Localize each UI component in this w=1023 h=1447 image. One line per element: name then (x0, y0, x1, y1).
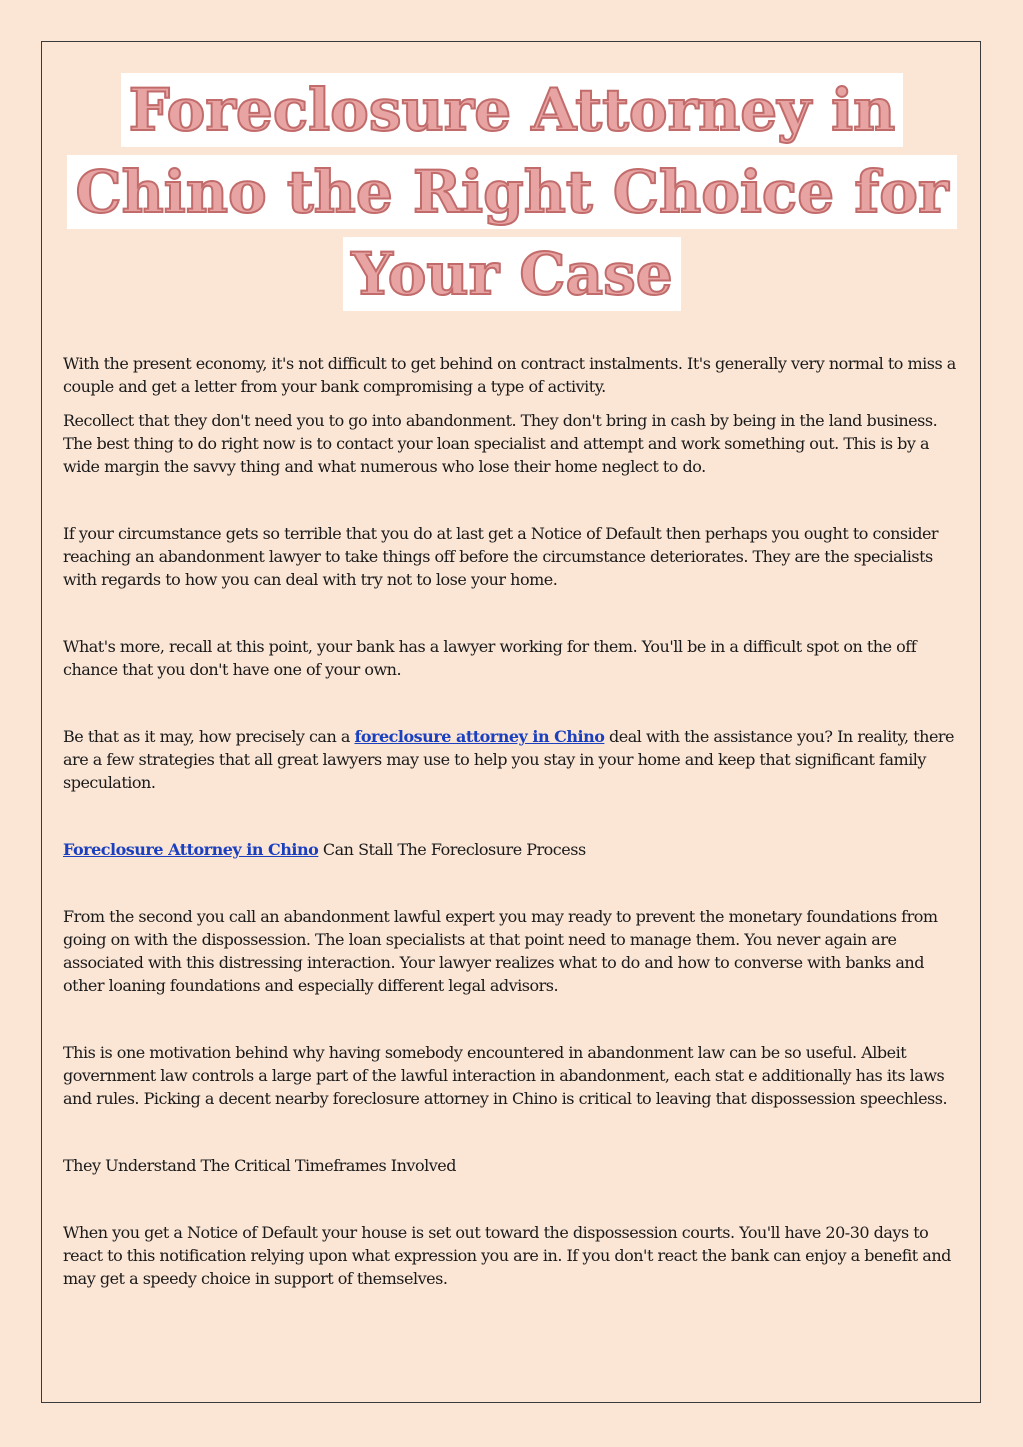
paragraph-5 (63, 725, 963, 794)
paragraph-8: When you get a Notice of Default your house is set out toward the dispossession courts. You'll have 20-30 days to react to this notification relying upon what expression you are in. If you don't react the bank can enjoy a benefit and may get a speedy choice in support of themselves. (63, 1223, 951, 1288)
paragraph-5-after: deal with the assistance you? In reality, there are a few strategies that all great lawyers may use to help you stay in your home and keep that significant family speculation. (63, 727, 955, 792)
paragraph-4: What's more, recall at this point, your bank has a lawyer working for them. You'll be in a difficult spot on the off chance that you don't have one of your own. (63, 637, 917, 679)
paragraph-2: Recollect that they don't need you to go into abandonment. They don't bring in cash by being in the land business. The best thing to do right now is to contact your loan specialist and attempt and work something out. This is by a wide margin the savvy thing and what numerous who lose their home neglect to do. (63, 411, 938, 476)
foreclosure-attorney-link-heading[interactable]: Foreclosure Attorney in Chino (63, 840, 319, 859)
title-line-1: Foreclosure Attorney in (121, 73, 904, 147)
title-line-2: Chino the Right Choice for (67, 155, 956, 229)
paragraph-5-before: Be that as it may, how precisely can a (63, 727, 355, 746)
section-heading-1-text: Can Stall The Foreclosure Process (318, 840, 586, 859)
paragraph-7: This is one motivation behind why having somebody encountered in abandonment law can be so useful. Albeit government law controls a large part of the lawful interaction in abandonment, each stat e additionally has its laws and rules. Picking a decent nearby foreclosure attorney in Chino is critical to leaving that dispossession speechless. (63, 1043, 948, 1108)
page-frame (41, 41, 981, 1403)
section-heading-1 (63, 838, 963, 861)
paragraph-1: With the present economy, it's not difficult to get behind on contract instalments. It's generally very normal to miss a couple and get a letter from your bank compromising a type of activity. (63, 354, 956, 396)
title-block (42, 69, 982, 315)
title-line-3: Your Case (343, 237, 680, 311)
paragraph-3: If your circumstance gets so terrible that you do at last get a Notice of Default then perhaps you ought to consider reaching an abandonment lawyer to take things off before the circumstance deteriorates. They are the specialists with regards to how you can deal with try not to lose your home. (63, 524, 939, 589)
section-heading-2: They Understand The Critical Timeframes Involved (63, 1156, 456, 1175)
paragraph-6: From the second you call an abandonment lawful expert you may ready to prevent the monetary foundations from going on with the dispossession. The loan specialists at that point need to manage them. You never again are associated with this distressing interaction. Your lawyer realizes what to do and how to converse with banks and other loaning foundations and especially different legal advisors. (63, 907, 938, 995)
article-body (63, 352, 963, 1290)
foreclosure-attorney-link-inline[interactable]: foreclosure attorney in Chino (354, 727, 605, 746)
